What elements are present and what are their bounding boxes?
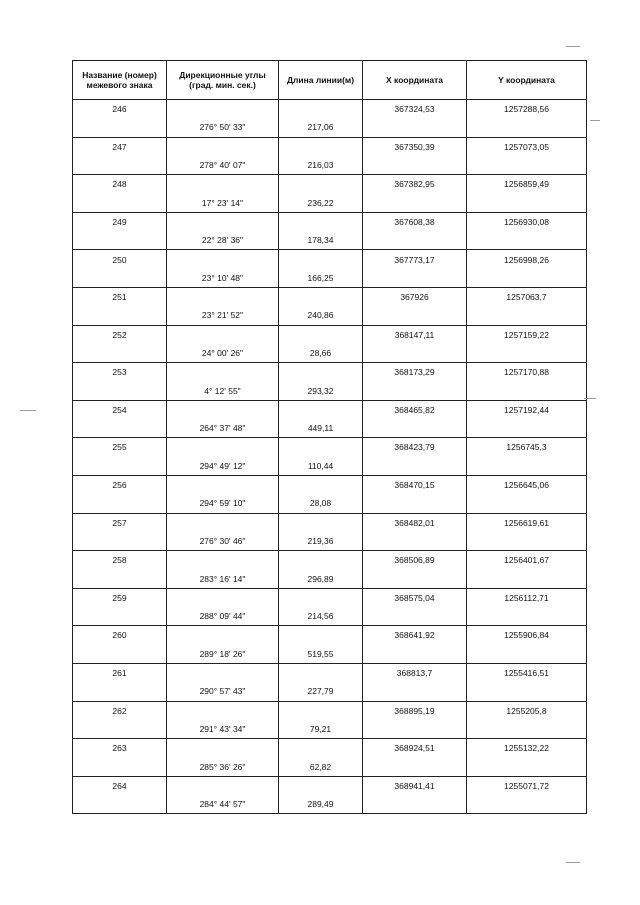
- point-row: [73, 438, 587, 457]
- empty-cell: [279, 551, 363, 570]
- point-name: 259: [73, 588, 167, 607]
- y-coordinate: 1256112,71: [467, 588, 587, 607]
- point-name: 250: [73, 250, 167, 269]
- x-coordinate: 368924,51: [363, 739, 467, 758]
- empty-cell: [73, 193, 167, 212]
- point-name: 261: [73, 663, 167, 682]
- segment-row: [73, 720, 587, 739]
- y-coordinate: 1257170,88: [467, 363, 587, 382]
- direction-angle: 24° 00' 26": [167, 344, 279, 363]
- point-name: 252: [73, 325, 167, 344]
- x-coordinate: 368895,19: [363, 701, 467, 720]
- line-length: 28,08: [279, 494, 363, 513]
- empty-cell: [363, 682, 467, 701]
- header-angles: Дирекционные углы (град. мин. сек.): [167, 61, 279, 100]
- empty-cell: [363, 757, 467, 776]
- empty-cell: [363, 344, 467, 363]
- y-coordinate: 1256930,08: [467, 212, 587, 231]
- segment-row: [73, 494, 587, 513]
- line-length: 178,34: [279, 231, 363, 250]
- y-coordinate: 1257073,05: [467, 137, 587, 156]
- y-coordinate: 1256645,06: [467, 475, 587, 494]
- empty-cell: [467, 193, 587, 212]
- direction-angle: 264° 37' 48": [167, 419, 279, 438]
- point-name: 260: [73, 626, 167, 645]
- empty-cell: [73, 344, 167, 363]
- point-name: 262: [73, 701, 167, 720]
- empty-cell: [73, 231, 167, 250]
- empty-cell: [467, 494, 587, 513]
- empty-cell: [279, 325, 363, 344]
- direction-angle: 285° 36' 26": [167, 757, 279, 776]
- empty-cell: [167, 776, 279, 795]
- empty-cell: [363, 193, 467, 212]
- x-coordinate: 368465,82: [363, 400, 467, 419]
- header-y: Y координата: [467, 61, 587, 100]
- segment-row: [73, 193, 587, 212]
- empty-cell: [167, 325, 279, 344]
- empty-cell: [73, 682, 167, 701]
- empty-cell: [279, 475, 363, 494]
- empty-cell: [363, 569, 467, 588]
- x-coordinate: 368423,79: [363, 438, 467, 457]
- empty-cell: [279, 626, 363, 645]
- empty-cell: [467, 344, 587, 363]
- header-name: Название (номер) межевого знака: [73, 61, 167, 100]
- line-length: 236,22: [279, 193, 363, 212]
- empty-cell: [73, 607, 167, 626]
- point-name: 248: [73, 175, 167, 194]
- point-name: 247: [73, 137, 167, 156]
- empty-cell: [363, 494, 467, 513]
- segment-row: [73, 231, 587, 250]
- empty-cell: [363, 607, 467, 626]
- y-coordinate: 1256859,49: [467, 175, 587, 194]
- empty-cell: [279, 663, 363, 682]
- empty-cell: [279, 137, 363, 156]
- empty-cell: [363, 645, 467, 664]
- empty-cell: [467, 306, 587, 325]
- line-length: 217,06: [279, 118, 363, 137]
- header-length: Длина линии(м): [279, 61, 363, 100]
- empty-cell: [467, 381, 587, 400]
- y-coordinate: 1257192,44: [467, 400, 587, 419]
- empty-cell: [167, 551, 279, 570]
- header-row: [73, 61, 587, 100]
- empty-cell: [279, 739, 363, 758]
- line-length: 62,82: [279, 757, 363, 776]
- direction-angle: 283° 16' 14": [167, 569, 279, 588]
- empty-cell: [363, 419, 467, 438]
- segment-row: [73, 457, 587, 476]
- empty-cell: [467, 682, 587, 701]
- point-row: [73, 212, 587, 231]
- empty-cell: [279, 438, 363, 457]
- empty-cell: [467, 269, 587, 288]
- x-coordinate: 367324,53: [363, 100, 467, 119]
- empty-cell: [73, 757, 167, 776]
- empty-cell: [73, 306, 167, 325]
- direction-angle: 294° 59' 10": [167, 494, 279, 513]
- point-row: [73, 513, 587, 532]
- scan-speck: [590, 120, 600, 121]
- y-coordinate: 1257159,22: [467, 325, 587, 344]
- segment-row: [73, 607, 587, 626]
- empty-cell: [167, 475, 279, 494]
- empty-cell: [73, 795, 167, 814]
- y-coordinate: 1256401,67: [467, 551, 587, 570]
- empty-cell: [167, 701, 279, 720]
- empty-cell: [467, 795, 587, 814]
- x-coordinate: 368506,89: [363, 551, 467, 570]
- empty-cell: [73, 156, 167, 175]
- line-length: 289,49: [279, 795, 363, 814]
- line-length: 110,44: [279, 457, 363, 476]
- empty-cell: [167, 588, 279, 607]
- empty-cell: [167, 363, 279, 382]
- line-length: 219,36: [279, 532, 363, 551]
- x-coordinate: 368482,01: [363, 513, 467, 532]
- boundary-coordinates-table: [72, 60, 587, 814]
- empty-cell: [73, 494, 167, 513]
- empty-cell: [167, 212, 279, 231]
- x-coordinate: 368813,7: [363, 663, 467, 682]
- empty-cell: [279, 513, 363, 532]
- direction-angle: 289° 18' 26": [167, 645, 279, 664]
- point-row: [73, 175, 587, 194]
- point-name: 256: [73, 475, 167, 494]
- direction-angle: 276° 30' 46": [167, 532, 279, 551]
- point-row: [73, 701, 587, 720]
- empty-cell: [279, 776, 363, 795]
- empty-cell: [279, 400, 363, 419]
- empty-cell: [467, 156, 587, 175]
- empty-cell: [167, 100, 279, 119]
- empty-cell: [363, 306, 467, 325]
- segment-row: [73, 532, 587, 551]
- direction-angle: 284° 44' 57": [167, 795, 279, 814]
- y-coordinate: 1255416,51: [467, 663, 587, 682]
- empty-cell: [279, 363, 363, 382]
- y-coordinate: 1257288,56: [467, 100, 587, 119]
- table-body: [73, 100, 587, 814]
- scan-speck: [566, 862, 580, 863]
- empty-cell: [467, 118, 587, 137]
- x-coordinate: 367350,39: [363, 137, 467, 156]
- direction-angle: 22° 28' 36": [167, 231, 279, 250]
- empty-cell: [467, 569, 587, 588]
- point-row: [73, 325, 587, 344]
- scan-speck: [20, 410, 36, 411]
- empty-cell: [467, 757, 587, 776]
- line-length: 28,66: [279, 344, 363, 363]
- empty-cell: [73, 118, 167, 137]
- x-coordinate: 368941,41: [363, 776, 467, 795]
- scan-speck: [584, 398, 596, 399]
- scan-speck: [566, 46, 580, 47]
- empty-cell: [167, 250, 279, 269]
- x-coordinate: 367926: [363, 287, 467, 306]
- point-row: [73, 475, 587, 494]
- direction-angle: 17° 23' 14": [167, 193, 279, 212]
- segment-row: [73, 156, 587, 175]
- empty-cell: [73, 269, 167, 288]
- segment-row: [73, 306, 587, 325]
- empty-cell: [73, 720, 167, 739]
- segment-row: [73, 419, 587, 438]
- line-length: 296,89: [279, 569, 363, 588]
- segment-row: [73, 795, 587, 814]
- direction-angle: 23° 21' 52": [167, 306, 279, 325]
- segment-row: [73, 569, 587, 588]
- empty-cell: [167, 400, 279, 419]
- segment-row: [73, 381, 587, 400]
- empty-cell: [467, 231, 587, 250]
- empty-cell: [167, 287, 279, 306]
- direction-angle: 288° 09' 44": [167, 607, 279, 626]
- point-row: [73, 776, 587, 795]
- y-coordinate: 1256998,26: [467, 250, 587, 269]
- direction-angle: 291° 43' 34": [167, 720, 279, 739]
- point-name: 254: [73, 400, 167, 419]
- direction-angle: 290° 57' 43": [167, 682, 279, 701]
- empty-cell: [467, 457, 587, 476]
- x-coordinate: 367773,17: [363, 250, 467, 269]
- direction-angle: 23° 10' 48": [167, 269, 279, 288]
- empty-cell: [467, 532, 587, 551]
- line-length: 449,11: [279, 419, 363, 438]
- empty-cell: [363, 532, 467, 551]
- point-row: [73, 100, 587, 119]
- empty-cell: [279, 250, 363, 269]
- segment-row: [73, 682, 587, 701]
- x-coordinate: 368470,15: [363, 475, 467, 494]
- empty-cell: [467, 419, 587, 438]
- x-coordinate: 367382,95: [363, 175, 467, 194]
- point-row: [73, 588, 587, 607]
- y-coordinate: 1255132,22: [467, 739, 587, 758]
- direction-angle: 278° 40' 07": [167, 156, 279, 175]
- point-name: 257: [73, 513, 167, 532]
- empty-cell: [279, 175, 363, 194]
- direction-angle: 276° 50' 33": [167, 118, 279, 137]
- empty-cell: [167, 137, 279, 156]
- point-row: [73, 137, 587, 156]
- point-row: [73, 739, 587, 758]
- empty-cell: [73, 645, 167, 664]
- direction-angle: 294° 49' 12": [167, 457, 279, 476]
- point-name: 251: [73, 287, 167, 306]
- point-name: 253: [73, 363, 167, 382]
- empty-cell: [363, 720, 467, 739]
- point-row: [73, 400, 587, 419]
- empty-cell: [467, 607, 587, 626]
- point-row: [73, 663, 587, 682]
- x-coordinate: 368147,11: [363, 325, 467, 344]
- empty-cell: [167, 739, 279, 758]
- y-coordinate: 1255205,8: [467, 701, 587, 720]
- point-row: [73, 287, 587, 306]
- empty-cell: [73, 457, 167, 476]
- segment-row: [73, 269, 587, 288]
- empty-cell: [167, 663, 279, 682]
- empty-cell: [363, 118, 467, 137]
- point-row: [73, 551, 587, 570]
- y-coordinate: 1255906,84: [467, 626, 587, 645]
- empty-cell: [73, 381, 167, 400]
- empty-cell: [167, 175, 279, 194]
- empty-cell: [363, 795, 467, 814]
- point-name: 264: [73, 776, 167, 795]
- line-length: 293,32: [279, 381, 363, 400]
- empty-cell: [73, 532, 167, 551]
- line-length: 216,03: [279, 156, 363, 175]
- direction-angle: 4° 12' 55": [167, 381, 279, 400]
- line-length: 214,56: [279, 607, 363, 626]
- line-length: 166,25: [279, 269, 363, 288]
- empty-cell: [73, 419, 167, 438]
- empty-cell: [279, 287, 363, 306]
- empty-cell: [279, 212, 363, 231]
- point-name: 249: [73, 212, 167, 231]
- point-row: [73, 626, 587, 645]
- x-coordinate: 368173,29: [363, 363, 467, 382]
- empty-cell: [363, 269, 467, 288]
- y-coordinate: 1256619,61: [467, 513, 587, 532]
- segment-row: [73, 645, 587, 664]
- empty-cell: [279, 588, 363, 607]
- point-name: 258: [73, 551, 167, 570]
- point-name: 255: [73, 438, 167, 457]
- line-length: 240,86: [279, 306, 363, 325]
- empty-cell: [167, 626, 279, 645]
- table-header: [73, 61, 587, 100]
- segment-row: [73, 344, 587, 363]
- empty-cell: [363, 231, 467, 250]
- header-x: Х координата: [363, 61, 467, 100]
- line-length: 519,55: [279, 645, 363, 664]
- empty-cell: [363, 156, 467, 175]
- x-coordinate: 367608,38: [363, 212, 467, 231]
- point-name: 263: [73, 739, 167, 758]
- point-row: [73, 250, 587, 269]
- point-name: 246: [73, 100, 167, 119]
- x-coordinate: 368641,92: [363, 626, 467, 645]
- empty-cell: [279, 701, 363, 720]
- point-row: [73, 363, 587, 382]
- line-length: 227,79: [279, 682, 363, 701]
- line-length: 79,21: [279, 720, 363, 739]
- empty-cell: [467, 720, 587, 739]
- empty-cell: [363, 381, 467, 400]
- y-coordinate: 1257063,7: [467, 287, 587, 306]
- empty-cell: [467, 645, 587, 664]
- segment-row: [73, 757, 587, 776]
- x-coordinate: 368575,04: [363, 588, 467, 607]
- empty-cell: [167, 513, 279, 532]
- y-coordinate: 1256745,3: [467, 438, 587, 457]
- segment-row: [73, 118, 587, 137]
- y-coordinate: 1255071,72: [467, 776, 587, 795]
- empty-cell: [167, 438, 279, 457]
- empty-cell: [279, 100, 363, 119]
- empty-cell: [73, 569, 167, 588]
- empty-cell: [363, 457, 467, 476]
